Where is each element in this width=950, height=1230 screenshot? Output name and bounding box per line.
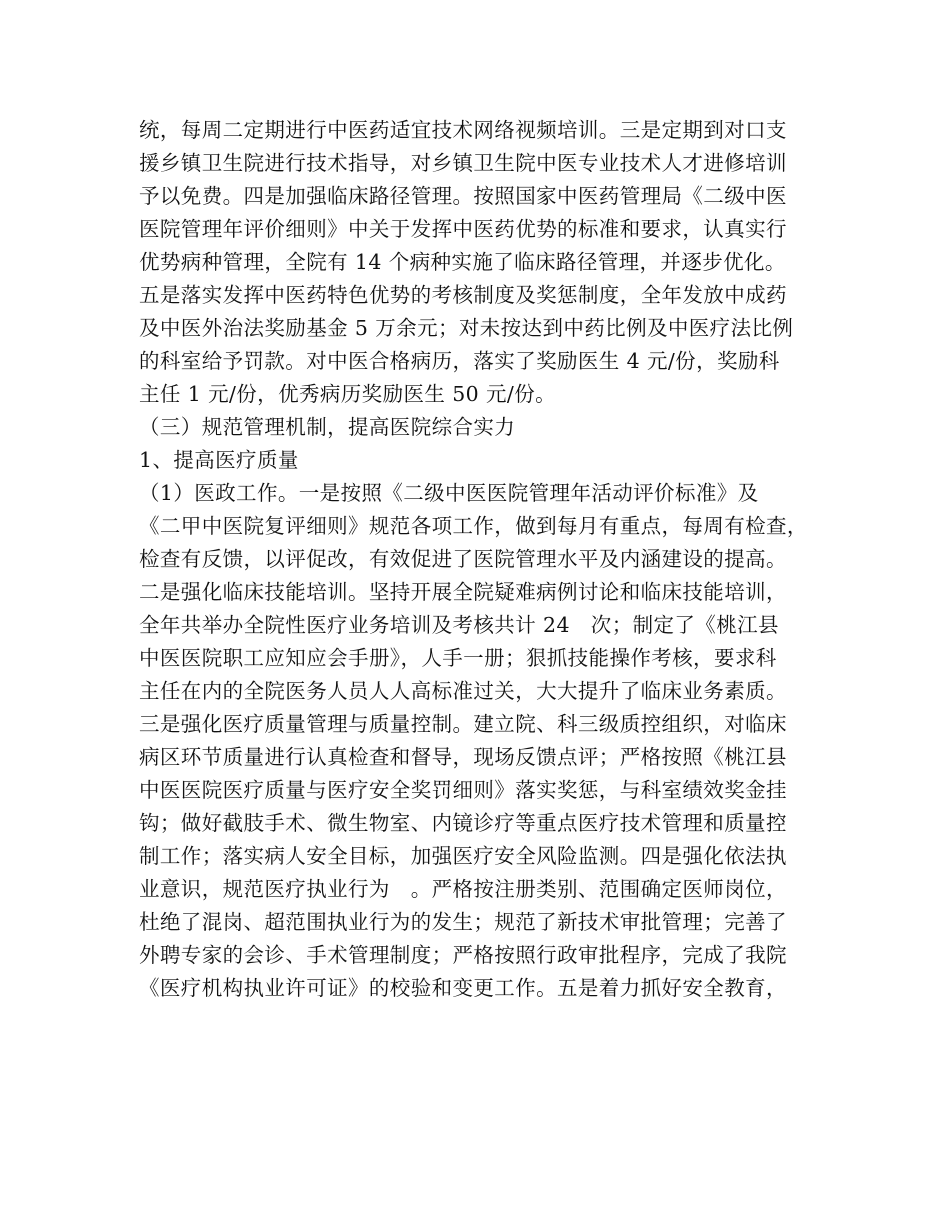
text-line: 全年共举办全院性医疗业务培训及考核共计 24 次；制定了《桃江县 <box>139 613 779 637</box>
text-line: 外聘专家的会诊、手术管理制度；严格按照行政审批程序，完成了我院 <box>139 943 787 967</box>
text-line: 杜绝了混岗、超范围执业行为的发生；规范了新技术审批管理；完善了 <box>139 910 787 934</box>
text-line: 《二甲中医院复评细则》规范各项工作，做到每月有重点，每周有检查， <box>139 514 808 538</box>
text-line: 业意识，规范医疗执业行为 。严格按注册类别、范围确定医师岗位， <box>139 877 787 901</box>
text-line: 病区环节质量进行认真检查和督导，现场反馈点评；严格按照《桃江县 <box>139 745 787 769</box>
text-line: 二是强化临床技能培训。坚持开展全院疑难病例讨论和临床技能培训， <box>139 580 787 604</box>
text-line: 的科室给予罚款。对中医合格病历，落实了奖励医生 4 元/份，奖励科 <box>139 349 780 373</box>
text-line: 钩；做好截肢手术、微生物室、内镜诊疗等重点医疗技术管理和质量控 <box>139 811 787 835</box>
subsection-heading: 1、提高医疗质量 <box>139 448 299 472</box>
text-line: 医院管理年评价细则》中关于发挥中医药优势的标准和要求，认真实行 <box>139 217 787 241</box>
text-line: 《医疗机构执业许可证》的校验和变更工作。五是着力抓好安全教育， <box>139 976 787 1000</box>
text-line: 优势病种管理，全院有 14 个病种实施了临床路径管理，并逐步优化。 <box>139 250 786 274</box>
text-line: 及中医外治法奖励基金 5 万余元；对未按达到中药比例及中医疗法比例 <box>139 316 794 340</box>
text-line: 三是强化医疗质量管理与质量控制。建立院、科三级质控组织，对临床 <box>139 712 787 736</box>
text-line: 中医医院医疗质量与医疗安全奖罚细则》落实奖惩，与科室绩效奖金挂 <box>139 778 787 802</box>
text-line: 援乡镇卫生院进行技术指导，对乡镇卫生院中医专业技术人才进修培训 <box>139 151 787 175</box>
text-line: 统，每周二定期进行中医药适宜技术网络视频培训。三是定期到对口支 <box>139 118 787 142</box>
text-line: （1）医政工作。一是按照《二级中医医院管理年活动评价标准》及 <box>139 481 759 505</box>
text-line: 五是落实发挥中医药特色优势的考核制度及奖惩制度，全年发放中成药 <box>139 283 787 307</box>
section-heading: （三）规范管理机制，提高医院综合实力 <box>139 415 516 439</box>
text-line: 主任 1 元/份，优秀病历奖励医生 50 元/份。 <box>139 382 557 406</box>
text-line: 主任在内的全院医务人员人人高标准过关，大大提升了临床业务素质。 <box>139 679 787 703</box>
text-line: 中医医院职工应知应会手册》，人手一册；狠抓技能操作考核，要求科 <box>139 646 777 670</box>
text-line: 制工作；落实病人安全目标，加强医疗安全风险监测。四是强化依法执 <box>139 844 787 868</box>
text-line: 予以免费。四是加强临床路径管理。按照国家中医药管理局《二级中医 <box>139 184 787 208</box>
text-line: 检查有反馈，以评促改，有效促进了医院管理水平及内涵建设的提高。 <box>139 547 787 571</box>
